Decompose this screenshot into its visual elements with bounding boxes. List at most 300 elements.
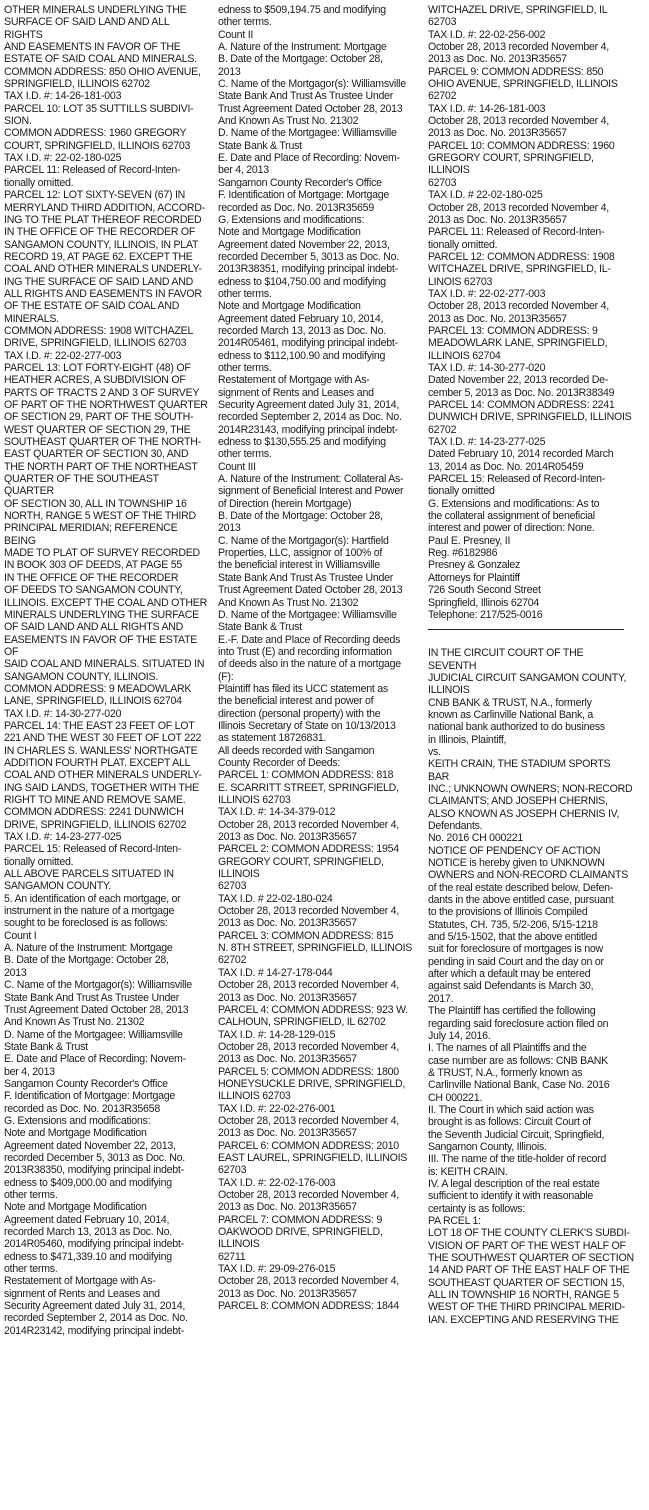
text-line: ILLINOIS 62703 — [218, 794, 291, 806]
text-line: direction (personal property) with the — [218, 707, 381, 720]
text-line: and 5/15-1502, that the above entitled — [428, 931, 597, 944]
text-line: Agreement dated November 22, 2013, — [218, 238, 390, 251]
text-line: PARCEL 12: LOT SIXTY-SEVEN (67) IN — [4, 189, 186, 202]
text-line: WITCHAZEL DRIVE, SPRINGFIELD, IL- — [428, 263, 611, 276]
text-line: recorded December 5, 3013 as Doc. No. — [4, 1151, 185, 1164]
text-line: edness to $112,100.90 and modifying — [218, 349, 386, 362]
text-line: TAX I.D. #: 14-23-277-025 — [428, 436, 546, 449]
text-line: edness to $130,555.25 and modifying — [218, 436, 386, 449]
text-line: recorded as Doc. No. 2013R35659 — [218, 201, 374, 214]
text-line: State Bank And Trust As Trustee Under — [4, 991, 180, 1004]
text-line: Note and Mortgage Modification — [218, 226, 361, 239]
text-line: And Known As Trust No. 21302 — [4, 1016, 145, 1029]
text-line: THE SOUTHWEST QUARTER OF SECTION — [428, 1252, 634, 1265]
text-line: sought to be foreclosed is as follows: — [4, 917, 168, 930]
text-line: EASEMENTS IN FAVOR OF THE ESTATE OF — [4, 633, 200, 658]
text-line: the beneficial interest and power of — [218, 695, 374, 708]
text-line: 2013 as Doc. No. 2013R35657 — [218, 917, 357, 930]
text-line: 2013 as Doc. No. 2013R35657 — [428, 127, 567, 140]
text-line: 2013 as Doc. No. 2013R35657 — [218, 1053, 357, 1066]
text-line: IN BOOK 303 OF DEEDS, AT PAGE 55 — [4, 559, 183, 572]
text-line: 62702 — [428, 423, 457, 436]
text-line: Sangamon County Recorder's Office — [4, 1077, 168, 1090]
text-line: COURT, SPRINGFIELD, ILLINOIS 62703 — [4, 139, 191, 152]
text-line: CNB BANK & TRUST, N.A., formerly — [428, 696, 592, 709]
text-line: PARCEL 14: THE EAST 23 FEET OF LOT — [4, 719, 195, 732]
text-line: SANGAMON COUNTY. — [4, 880, 112, 893]
text-line: AND EASEMENTS IN FAVOR OF THE — [4, 41, 181, 54]
text-line: COAL AND OTHER MINERALS UNDERLY- — [4, 769, 202, 782]
column-3 — [428, 4, 634, 1326]
text-line: LINOIS 62703 — [428, 275, 493, 288]
text-line: of the real estate described below, Defen- — [428, 881, 614, 894]
text-line: OF SECTION 29, PART OF THE SOUTH- — [4, 411, 194, 424]
text-line: JUDICIAL CIRCUIT SANGAMON COUNTY, — [428, 671, 627, 684]
text-line: D. Name of the Mortgagee: Williamsville — [218, 608, 397, 621]
text-line: State Bank And Trust As Trustee Under — [218, 90, 394, 103]
text-line: OAKWOOD DRIVE, SPRINGFIELD, ILLINOIS — [218, 1226, 386, 1251]
text-line: TAX I.D. #: 22-02-277-003 — [4, 349, 122, 362]
text-line: Agreement dated February 10, 2014, — [218, 312, 384, 325]
text-line: signment of Rents and Leases and — [4, 1287, 160, 1300]
text-line: C. Name of the Mortgagor(s): Williamsville — [4, 979, 192, 992]
text-line: recorded as Doc. No. 2013R35658 — [4, 1102, 160, 1115]
text-line: PARCEL 11: Released of Record-Inten- — [428, 226, 605, 239]
text-line: PARCEL 6: COMMON ADDRESS: 2010 — [218, 1139, 399, 1152]
text-line: PARCEL 4: COMMON ADDRESS: 923 W. — [218, 1003, 408, 1016]
text-line: And Known As Trust No. 21302 — [218, 115, 359, 128]
text-line: ILLINOIS 62703 — [218, 1090, 291, 1103]
text-line: OTHER MINERALS UNDERLYING THE — [4, 4, 187, 16]
text-line: State Bank & Trust — [4, 1040, 88, 1053]
text-line: Plaintiff has filed its UCC statement as — [218, 682, 388, 695]
text-line: COMMON ADDRESS: 2241 DUNWICH — [4, 806, 184, 819]
text-line: TAX I.D. #: 22-02-176-003 — [218, 1176, 336, 1189]
text-line: SION. — [4, 115, 32, 128]
text-line: G. Extensions and modifications: As to — [428, 497, 600, 510]
text-line: INC.; UNKNOWN OWNERS; NON-RECORD — [428, 782, 633, 795]
text-line: PARTS OF TRACTS 2 AND 3 OF SURVEY — [4, 386, 200, 399]
text-line: State Bank And Trust As Trustee Under — [218, 571, 394, 584]
text-line: E. Date and Place of Recording: Novem- — [218, 152, 400, 165]
text-line: October 28, 2013 recorded November 4, — [428, 41, 609, 54]
text-line: 62703 — [428, 16, 457, 29]
text-line: WITCHAZEL DRIVE, SPRINGFIELD, IL — [428, 4, 608, 16]
text-line: All deeds recorded with Sangamon — [218, 744, 375, 757]
text-line: N. 8TH STREET, SPRINGFIELD, ILLINOIS — [218, 942, 413, 955]
text-line: 62703 — [428, 176, 457, 189]
text-line: cember 5, 2013 as Doc. No. 2013R38349 — [428, 386, 615, 399]
text-line: F. Identification of Mortgage: Mortgage — [4, 1090, 176, 1103]
text-line: 2017. — [428, 992, 454, 1005]
text-line: ING SAID LANDS, TOGETHER WITH THE — [4, 781, 199, 794]
text-line: ALSO KNOWN AS JOSEPH CHERNIS IV, — [428, 807, 620, 820]
text-line: TAX I.D. # 22-02-180-025 — [428, 189, 543, 202]
text-line: I. The names of all Plaintiffs and the — [428, 1042, 587, 1055]
text-line: Statutes, CH. 735, 5/2-206, 5/15-1218 — [428, 918, 598, 931]
text-line: 2013R38350, modifying principal indebt- — [4, 1164, 184, 1177]
text-line: COMMON ADDRESS: 9 MEADOWLARK — [4, 682, 192, 695]
text-line: III. The name of the title-holder of record — [428, 1153, 607, 1166]
text-line: TAX I.D. #: 14-26-181-003 — [428, 102, 546, 115]
text-line: C. Name of the Mortgagor(s): Williamsville — [218, 78, 406, 91]
text-line: Springfield, Illinois 62704 — [428, 596, 540, 609]
text-line: 2013 as Doc. No. 2013R35657 — [428, 53, 567, 66]
text-line: NOTICE is hereby given to UNKNOWN — [428, 857, 605, 870]
text-line: 62711 — [218, 1250, 246, 1263]
text-line: ESTATE OF SAID COAL AND MINERALS. — [4, 53, 197, 66]
text-line: interest and power of direction: None. — [428, 522, 595, 535]
text-line: B. Date of the Mortgage: October 28, — [4, 954, 169, 967]
text-line: the collateral assignment of beneficial — [428, 510, 595, 523]
text-line: D. Name of the Mortgagee: Williamsville — [4, 1028, 183, 1041]
text-line: EAST QUARTER OF SECTION 30, AND — [4, 448, 189, 461]
text-line: VISION OF PART OF THE WEST HALF OF — [428, 1239, 626, 1252]
text-line: G. Extensions and modifications: — [4, 1114, 151, 1127]
text-line: OF PART OF THE NORTHWEST QUARTER — [4, 399, 208, 411]
text-line: Restatement of Mortgage with As- — [4, 1275, 156, 1288]
text-line: LANE, SPRINGFIELD, ILLINOIS 62704 — [4, 695, 182, 708]
text-line: edness to $104,750.00 and modifying — [218, 275, 386, 288]
text-line: October 28, 2013 recorded November 4, — [428, 115, 609, 128]
text-line: instrument in the nature of a mortgage — [4, 905, 175, 918]
text-line: MEADOWLARK LANE, SPRINGFIELD, — [428, 337, 608, 350]
text-line: & TRUST, N.A., formerly known as — [428, 1066, 583, 1079]
text-line: PARCEL 13: LOT FORTY-EIGHT (48) OF — [4, 361, 191, 374]
text-line: Presney & Gonzalez — [428, 559, 521, 572]
text-line: PARCEL 12: COMMON ADDRESS: 1908 — [428, 250, 615, 263]
text-line: recorded March 13, 2013 as Doc. No. — [4, 1226, 172, 1239]
text-line: Note and Mortgage Modification — [4, 1127, 147, 1140]
text-line: Illinois Secretary of State on 10/13/2013 — [218, 719, 396, 732]
notice-continuation — [428, 4, 634, 621]
text-line: SOUTHEAST QUARTER OF THE NORTH- — [4, 436, 201, 449]
text-line: COMMON ADDRESS: 1908 WITCHAZEL — [4, 324, 194, 337]
text-line: SOUTHEAST QUARTER OF SECTION 15, — [428, 1276, 625, 1289]
text-line: Security Agreement dated July 31, 2014, — [218, 399, 400, 411]
text-line: tionally omitted. — [4, 855, 74, 868]
text-line: IN THE OFFICE OF THE RECORDER — [4, 571, 179, 584]
text-line: WEST OF THE THIRD PRINCIPAL MERID- — [428, 1301, 625, 1314]
text-line: MERRYLAND THIRD ADDITION, ACCORD- — [4, 201, 205, 214]
text-line: B. Date of the Mortgage: October 28, — [218, 510, 383, 523]
text-line: 2014R23142, modifying principal indebt- — [4, 1324, 184, 1337]
text-line: sufficient to identify it with reasonable — [428, 1190, 594, 1203]
text-line: certainty is as follows: — [428, 1202, 526, 1215]
text-line: C. Name of the Mortgagor(s): Hartfield — [218, 534, 389, 547]
text-line: II. The Court in which said action was — [428, 1103, 594, 1116]
text-line: RECORD 19, AT PAGE 62. EXCEPT THE — [4, 250, 193, 263]
text-line: QUARTER OF THE SOUTHEAST QUARTER — [4, 473, 162, 498]
text-line: October 28, 2013 recorded November 4, — [218, 1189, 399, 1201]
text-line: A. Nature of the Instrument: Collateral As- — [218, 473, 404, 486]
text-line: 2013 as Doc. No. 2013R35657 — [218, 1287, 357, 1300]
text-line: OF SECTION 30, ALL IN TOWNSHIP 16 — [4, 497, 187, 510]
text-line: tionally omitted. — [428, 238, 498, 251]
text-line: DRIVE, SPRINGFIELD, ILLINOIS 62702 — [4, 818, 187, 831]
column-1 — [4, 4, 210, 1337]
text-line: 62702 — [218, 954, 247, 967]
text-line: 2013 — [4, 966, 27, 979]
text-line: COMMON ADDRESS: 1960 GREGORY — [4, 127, 187, 140]
text-line: PA RCEL 1: — [428, 1215, 481, 1227]
text-line: Agreement dated November 22, 2013, — [4, 1139, 176, 1152]
text-line: of deeds also in the nature of a mortgage — [218, 658, 401, 671]
text-line: October 28, 2013 recorded November 4, — [428, 300, 609, 313]
text-line: recorded September 2, 2014 as Doc. No. — [218, 411, 402, 424]
text-line: ALL ABOVE PARCELS SITUATED IN — [4, 868, 174, 881]
text-line: Count III — [218, 460, 256, 473]
text-line: Paul E. Presney, II — [428, 534, 511, 547]
text-line: SANGAMON COUNTY, ILLINOIS, IN PLAT — [4, 238, 199, 251]
text-line: case number are as follows: CNB BANK — [428, 1054, 608, 1067]
text-line: Trust Agreement Dated October 28, 2013 — [218, 584, 403, 597]
text-line: PARCEL 11: Released of Record-Inten- — [4, 164, 181, 177]
text-line: EAST LAUREL, SPRINGFIELD, ILLINOIS — [218, 1151, 408, 1164]
text-line: 2013 as Doc. No. 2013R35657 — [218, 1127, 357, 1140]
text-line: PARCEL 15: Released of Record-Inten- — [4, 843, 182, 856]
text-line: 62702 — [428, 90, 457, 103]
text-line: October 28, 2013 recorded November 4, — [218, 905, 399, 918]
text-line: PARCEL 14: COMMON ADDRESS: 2241 — [428, 399, 615, 411]
text-line: Attorneys for Plaintiff — [428, 571, 520, 584]
text-line: 2013 as Doc. No. 2013R35657 — [218, 991, 357, 1004]
text-line: TAX I.D. #: 22-02-256-002 — [428, 28, 546, 41]
text-line: PARCEL 7: COMMON ADDRESS: 9 — [218, 1213, 382, 1226]
text-line: TAX I.D. #: 22-02-277-003 — [428, 287, 546, 300]
text-line: NOTICE OF PENDENCY OF ACTION — [428, 844, 601, 857]
text-line: Dated November 22, 2013 recorded De- — [428, 374, 609, 387]
text-line: ING THE SURFACE OF SAID LAND AND — [4, 275, 194, 288]
text-line: July 14, 2016. — [428, 1029, 491, 1042]
text-line: October 28, 2013 recorded November 4, — [218, 818, 399, 831]
text-line: tionally omitted — [428, 485, 495, 498]
text-line: IN CHARLES S. WANLESS' NORTHGATE — [4, 744, 198, 757]
text-line: E. SCARRITT STREET, SPRINGFIELD, — [218, 781, 399, 794]
text-line: County Recorder of Deeds: — [218, 756, 341, 769]
text-line: Dated February 10, 2014 recorded March — [428, 448, 614, 461]
text-line: other terms. — [218, 16, 272, 29]
text-line: 2013 as Doc. No. 2013R35657 — [218, 831, 357, 844]
text-line: PRINCIPAL MERIDIAN; REFERENCE BEING — [4, 522, 181, 547]
text-line: 221 AND THE WEST 30 FEET OF LOT 222 — [4, 732, 202, 745]
text-line: TAX I.D. #: 14-30-277-020 — [428, 361, 546, 374]
text-line: F. Identification of Mortgage: Mortgage — [218, 189, 390, 202]
text-line: CLAIMANTS; AND JOSEPH CHERNIS, — [428, 795, 608, 808]
text-line: TAX I.D. # 14-27-178-044 — [218, 966, 333, 979]
text-line: other terms. — [218, 448, 272, 461]
text-line: Sangamon County Recorder's Office — [218, 176, 382, 189]
text-line: GREGORY COURT, SPRINGFIELD, ILLINOIS — [428, 152, 597, 177]
text-line: Count I — [4, 929, 37, 942]
text-line: CH 000221. — [428, 1091, 483, 1104]
text-line: G. Extensions and modifications: — [218, 213, 365, 226]
text-line: edness to $471,339.10 and modifying — [4, 1250, 172, 1263]
text-line: pending in said Court and the day on or — [428, 955, 604, 968]
text-line: State Bank & Trust — [218, 139, 302, 152]
text-line: SAID COAL AND MINERALS. SITUATED IN — [4, 658, 205, 671]
text-line: PARCEL 10: COMMON ADDRESS: 1960 — [428, 139, 615, 152]
text-line: other terms. — [4, 1189, 58, 1201]
text-line: national bank authorized to do business — [428, 721, 605, 734]
text-line: RIGHT TO MINE AND REMOVE SAME. — [4, 794, 186, 806]
text-line: MINERALS UNDERLYING THE SURFACE — [4, 608, 199, 621]
text-line: ADDITION FOURTH PLAT. EXCEPT ALL — [4, 756, 191, 769]
text-line: IN THE OFFICE OF THE RECORDER OF — [4, 226, 196, 239]
text-line: vs. — [428, 745, 441, 758]
text-line: MINERALS. — [4, 312, 59, 325]
text-line: ILLINOIS 62704 — [428, 349, 501, 362]
notice-pendency-of-action — [428, 647, 634, 1326]
text-line: Trust Agreement Dated October 28, 2013 — [218, 102, 403, 115]
text-line: Count II — [218, 28, 254, 41]
text-line: 2013 — [218, 65, 241, 78]
text-line: And Known As Trust No. 21302 — [218, 596, 359, 609]
text-line: TAX I.D. #: 14-34-379-012 — [218, 806, 336, 819]
text-line: Carlinville National Bank, Case No. 2016 — [428, 1079, 610, 1092]
text-line: A. Nature of the Instrument: Mortgage — [4, 942, 173, 955]
text-line: ALL IN TOWNSHIP 16 NORTH, RANGE 5 — [428, 1289, 619, 1302]
text-line: regarding said foreclosure action filed on — [428, 1017, 609, 1030]
text-line: Agreement dated February 10, 2014, — [4, 1213, 170, 1226]
text-line: PARCEL 1: COMMON ADDRESS: 818 — [218, 769, 394, 782]
text-line: 2013 as Doc. No. 2013R35657 — [218, 1201, 357, 1214]
text-line: Security Agreement dated July 31, 2014, — [4, 1300, 186, 1313]
text-line: COAL AND OTHER MINERALS UNDERLY- — [4, 263, 202, 276]
text-line: is: KEITH CRAIN. — [428, 1165, 508, 1178]
text-line: recorded December 5, 3013 as Doc. No. — [218, 250, 399, 263]
text-line: the Seventh Judicial Circuit, Springfield, — [428, 1128, 605, 1141]
text-line: PARCEL 2: COMMON ADDRESS: 1954 — [218, 843, 399, 856]
text-line: OF DEEDS TO SANGAMON COUNTY, — [4, 584, 183, 597]
text-line: 2013 as Doc. No. 2013R35657 — [428, 312, 567, 325]
text-line: TAX I.D. #: 14-26-181-003 — [4, 90, 122, 103]
text-line: ILLINOIS — [428, 684, 470, 697]
text-line: 62703 — [218, 880, 247, 893]
text-line: other terms. — [218, 287, 272, 300]
text-line: 2014R05460, modifying principal indebt- — [4, 1238, 184, 1251]
text-line: E.-F. Date and Place of Recording deeds — [218, 633, 401, 646]
text-line: PARCEL 8: COMMON ADDRESS: 1844 — [218, 1300, 399, 1313]
text-line: known as Carlinville National Bank, a — [428, 708, 594, 721]
text-line: Telephone: 217/525-0016 — [428, 608, 543, 621]
text-line: 14 AND PART OF THE EAST HALF OF THE — [428, 1264, 630, 1277]
text-line: ALL RIGHTS AND EASEMENTS IN FAVOR — [4, 287, 202, 300]
text-line: ber 4, 2013 — [4, 1065, 55, 1078]
text-line: MADE TO PLAT OF SURVEY RECORDED — [4, 547, 200, 560]
text-line: to the provisions of Illinois Compiled — [428, 906, 588, 919]
text-line: against said Defendants is March 30, — [428, 980, 594, 993]
text-line: No. 2016 CH 000221 — [428, 832, 524, 845]
text-line: October 28, 2013 recorded November 4, — [218, 1114, 399, 1127]
notice-divider-rule — [428, 629, 624, 630]
text-line: DRIVE, SPRINGFIELD, ILLINOIS 62703 — [4, 337, 187, 350]
text-line: THE NORTH PART OF THE NORTHEAST — [4, 460, 198, 473]
text-line: 2013R38351, modifying principal indebt- — [218, 263, 398, 276]
text-line: the beneficial interest in Williamsville — [218, 559, 380, 572]
text-line: SANGAMON COUNTY, ILLINOIS. — [4, 670, 159, 683]
text-line: CALHOUN, SPRINGFIELD, IL 62702 — [218, 1016, 386, 1029]
text-line: A. Nature of the Instrument: Mortgage — [218, 41, 387, 54]
text-line: PARCEL 3: COMMON ADDRESS: 815 — [218, 929, 394, 942]
text-line: brought is as follows: Circuit Court of — [428, 1116, 591, 1129]
text-line: as statement 18726831. — [218, 732, 327, 745]
text-line: into Trust (E) and recording information — [218, 645, 392, 658]
text-line: DUNWICH DRIVE, SPRINGFIELD, ILLINOIS — [428, 411, 632, 424]
text-line: Reg. #6182986 — [428, 547, 498, 560]
text-line: recorded September 2, 2014 as Doc. No. — [4, 1312, 188, 1325]
text-line: suit for foreclosure of mortgages is now — [428, 943, 603, 956]
text-line: 2013 — [218, 522, 241, 535]
text-line: IN THE CIRCUIT COURT OF THE SEVENTH — [428, 647, 587, 672]
text-line: TAX I.D. #: 22-02-180-025 — [4, 152, 122, 165]
text-line: Note and Mortgage Modification — [4, 1201, 147, 1214]
text-line: ber 4, 2013 — [218, 164, 269, 177]
text-line: NORTH, RANGE 5 WEST OF THE THIRD — [4, 510, 196, 523]
text-line: ING TO THE PLAT THEREOF RECORDED — [4, 213, 202, 226]
text-line: 726 South Second Street — [428, 584, 541, 597]
text-line: 2013 as Doc. No. 2013R35657 — [428, 213, 567, 226]
text-line: E. Date and Place of Recording: Novem- — [4, 1053, 186, 1066]
text-line: 5. An identification of each mortgage, or — [4, 892, 181, 905]
text-line: after which a default may be entered — [428, 968, 591, 981]
text-line: signment of Beneficial Interest and Power — [218, 485, 404, 498]
text-line: D. Name of the Mortgagee: Williamsville — [218, 127, 397, 140]
text-line: 2014R23143, modifying principal indebt- — [218, 423, 398, 436]
text-line: SPRINGFIELD, ILLINOIS 62702 — [4, 78, 150, 91]
text-line: PARCEL 9: COMMON ADDRESS: 850 — [428, 65, 604, 78]
text-line: edness to $509,194.75 and modifying — [218, 4, 386, 16]
text-line: other terms. — [218, 361, 272, 374]
text-line: TAX I.D. #: 14-30-277-020 — [4, 707, 122, 720]
text-line: tionally omitted. — [4, 176, 74, 189]
text-line: OWNERS and NON-RECORD CLAIMANTS — [428, 869, 629, 882]
column-2 — [218, 4, 424, 1312]
text-line: 13, 2014 as Doc. No. 2014R05459 — [428, 460, 584, 473]
text-line: October 28, 2013 recorded November 4, — [218, 1040, 399, 1053]
text-line: TAX I.D. #: 14-28-129-015 — [218, 1028, 336, 1041]
text-line: ILLINOIS. EXCEPT THE COAL AND OTHER — [4, 596, 207, 609]
text-line: GREGORY COURT, SPRINGFIELD, ILLINOIS — [218, 855, 387, 881]
text-line: State Bank & Trust — [218, 621, 302, 634]
text-line: 2014R05461, modifying principal indebt- — [218, 337, 398, 350]
text-line: OF SAID LAND AND ALL RIGHTS AND — [4, 621, 184, 634]
text-line: COMMON ADDRESS: 850 OHIO AVENUE, — [4, 65, 201, 78]
text-line: recorded March 13, 2013 as Doc. No. — [218, 324, 386, 337]
text-line: dants in the above entitled case, pursuant — [428, 894, 614, 907]
text-line: (F): — [218, 670, 234, 683]
text-line: Defendants. — [428, 820, 483, 832]
text-line: PARCEL 10: LOT 35 SUTTILLS SUBDIVI- — [4, 102, 194, 115]
text-line: SURFACE OF SAID LAND AND ALL RIGHTS — [4, 16, 172, 41]
text-line: The Plaintiff has certified the following — [428, 1005, 596, 1018]
text-line: October 28, 2013 recorded November 4, — [218, 1275, 399, 1288]
text-line: Restatement of Mortgage with As- — [218, 374, 370, 387]
text-line: Note and Mortgage Modification — [218, 300, 361, 313]
text-line: October 28, 2013 recorded November 4, — [218, 979, 399, 992]
text-line: TAX I.D. #: 22-02-276-001 — [218, 1102, 336, 1115]
text-line: TAX I.D. #: 29-09-276-015 — [218, 1263, 336, 1276]
text-line: October 28, 2013 recorded November 4, — [428, 201, 609, 214]
text-line: OHIO AVENUE, SPRINGFIELD, ILLINOIS — [428, 78, 618, 91]
text-line: IAN. EXCEPTING AND RESERVING THE — [428, 1313, 619, 1326]
text-line: TAX I.D. #: 14-23-277-025 — [4, 831, 122, 844]
text-line: other terms. — [4, 1263, 58, 1276]
text-line: Trust Agreement Dated October 28, 2013 — [4, 1003, 189, 1016]
text-line: LOT 18 OF THE COUNTY CLERK'S SUBDI- — [428, 1227, 630, 1240]
text-line: WEST QUARTER OF SECTION 29, THE — [4, 423, 191, 436]
text-line: PARCEL 15: Released of Record-Inten- — [428, 473, 606, 486]
